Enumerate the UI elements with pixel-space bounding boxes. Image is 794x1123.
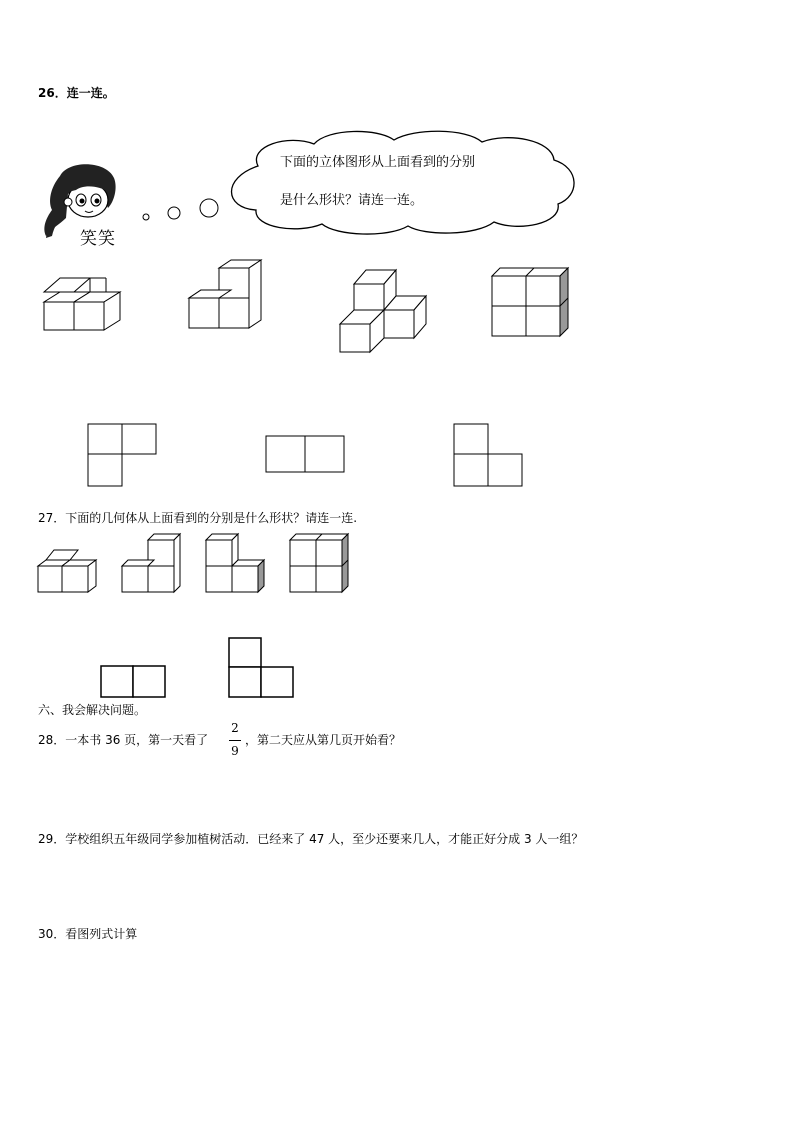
q27-top-view-1 bbox=[101, 666, 167, 700]
q27-solid-3 bbox=[206, 532, 270, 594]
bubble-text-line1: 下面的立体图形从上面看到的分别 bbox=[280, 155, 476, 170]
q26-solid-2 bbox=[189, 258, 269, 334]
q27-solid-1 bbox=[38, 548, 102, 594]
q26-solid-3 bbox=[340, 268, 430, 356]
q27-solid-2 bbox=[122, 532, 186, 594]
q27-solid-4 bbox=[290, 532, 354, 594]
q26-top-view-2 bbox=[266, 436, 346, 474]
q28-fraction-bar bbox=[229, 740, 241, 741]
section6-title: 六、我会解决问题。 bbox=[38, 703, 147, 717]
q28-fraction-denominator: 9 bbox=[231, 744, 239, 758]
q26-number: 26． bbox=[38, 86, 67, 100]
q26-heading bbox=[38, 86, 115, 100]
q27-text: 27．下面的几何体从上面看到的分别是什么形状？请连一连. bbox=[38, 511, 358, 525]
q26-top-view-3 bbox=[454, 424, 524, 488]
q26-title: 连一连。 bbox=[66, 86, 115, 100]
thought-dots bbox=[140, 196, 220, 226]
q28-text-after: ，第二天应从第几页开始看？ bbox=[245, 733, 402, 747]
q26-top-view-1 bbox=[88, 424, 158, 488]
q27-top-view-2 bbox=[229, 638, 295, 700]
q29-text: 29．学校组织五年级同学参加植树活动．已经来了 47 人，至少还要来几人，才能正好分成 3 人一组？ bbox=[38, 832, 584, 846]
bubble-text-line2: 是什么形状？请连一连。 bbox=[280, 193, 424, 208]
q28-text-before: 28．一本书 36 页，第一天看了 bbox=[38, 733, 209, 747]
q26-solid-1 bbox=[44, 276, 124, 332]
q26-solid-4 bbox=[492, 268, 572, 340]
q30-text: 30．看图列式计算 bbox=[38, 927, 138, 941]
thought-bubble-cloud bbox=[218, 128, 582, 238]
q28-fraction-numerator: 2 bbox=[231, 721, 239, 735]
character-label: 笑笑 bbox=[80, 229, 116, 249]
